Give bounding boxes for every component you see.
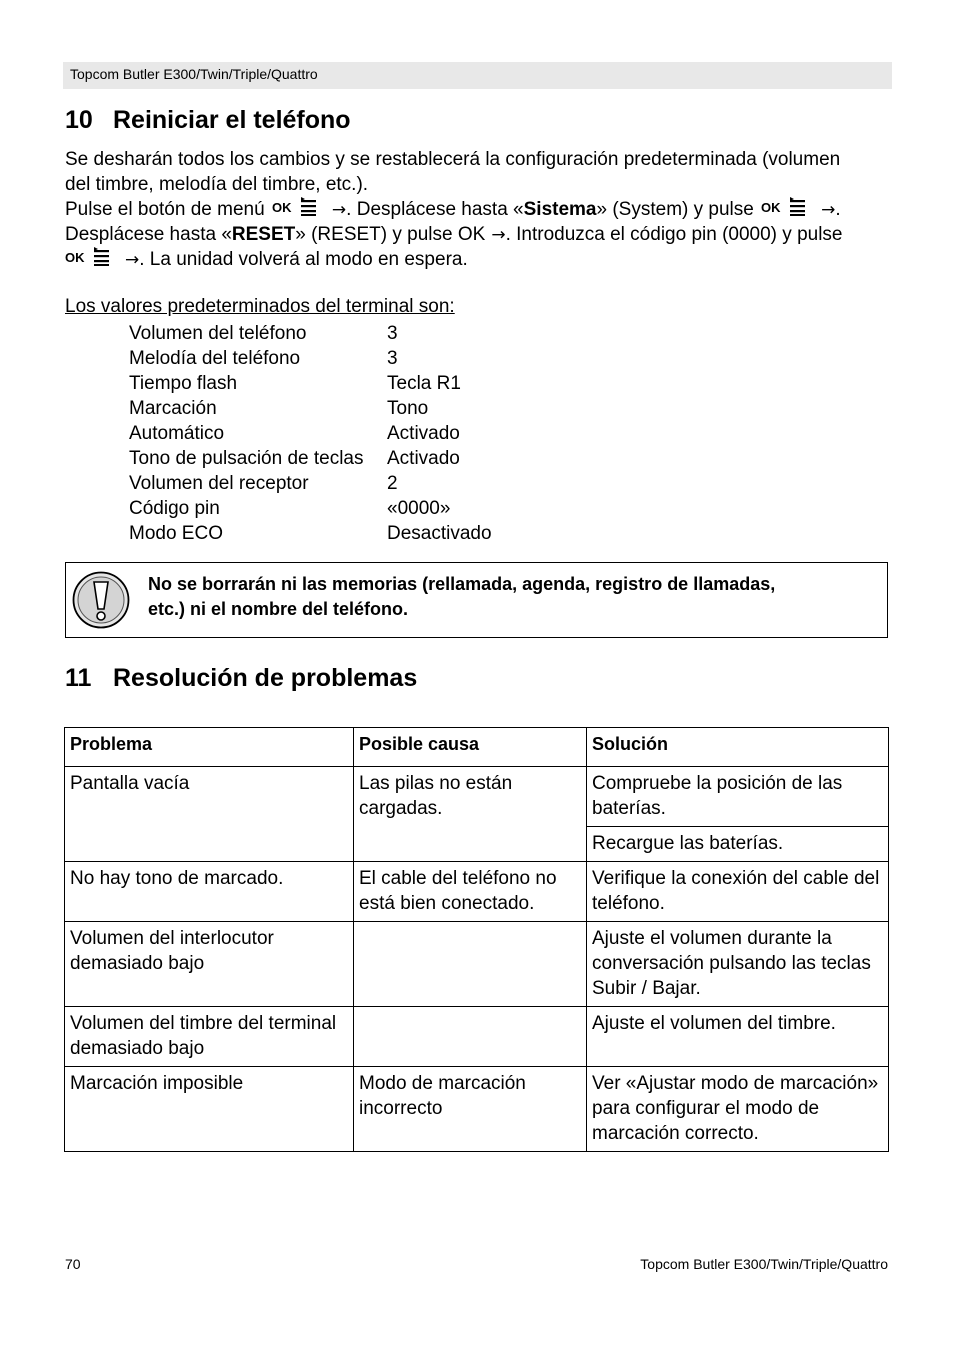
note-line: etc.) ni el nombre del teléfono. <box>148 599 409 619</box>
setting-name: Marcación <box>129 398 217 419</box>
section-title: Resolución de problemas <box>113 664 418 692</box>
setting-value: Desactivado <box>387 523 492 544</box>
setting-name: Volumen del teléfono <box>129 323 307 344</box>
default-row <box>129 346 492 371</box>
instruction-line-2 <box>65 222 843 248</box>
setting-value: 3 <box>387 323 398 344</box>
section-number: 10 <box>65 106 93 134</box>
default-row <box>129 396 492 421</box>
arrow-icon: → <box>491 225 506 245</box>
text-run: Desplácese hasta « <box>65 224 232 245</box>
default-row <box>129 371 492 396</box>
setting-name: Automático <box>129 423 225 444</box>
ok-menu-key-icon <box>761 197 811 217</box>
default-row <box>129 521 492 546</box>
table-row <box>65 1067 889 1152</box>
problem-cell: Volumen del timbre del terminal demasiado bajo <box>65 1007 354 1067</box>
setting-value: 3 <box>387 348 398 369</box>
running-header <box>63 62 892 89</box>
defaults-list <box>129 321 492 546</box>
troubleshooting-table <box>64 727 889 1152</box>
setting-value: Tono <box>387 398 429 419</box>
solution-cell: Recargue las baterías. <box>587 827 889 862</box>
table-row <box>65 862 889 922</box>
page-number: 70 <box>65 1256 81 1272</box>
text-run: Pulse el botón de menú <box>65 199 265 220</box>
defaults-heading: Los valores predeterminados del terminal son: <box>65 296 455 317</box>
cause-cell: Modo de marcación incorrecto <box>354 1067 587 1152</box>
default-row <box>129 421 492 446</box>
table-row <box>65 767 889 827</box>
svg-text:OK: OK <box>65 250 85 265</box>
setting-name: Tono de pulsación de teclas <box>129 448 364 469</box>
table-header-row <box>65 728 889 767</box>
header-text: Topcom Butler E300/Twin/Triple/Quattro <box>70 66 318 82</box>
cause-cell <box>354 1007 587 1067</box>
setting-value: Activado <box>387 448 460 469</box>
column-header-problem: Problema <box>65 728 354 767</box>
intro-line-2: del timbre, melodía del timbre, etc.). <box>65 174 369 195</box>
arrow-icon: → <box>331 200 347 220</box>
setting-name: Volumen del receptor <box>129 473 309 494</box>
warning-note <box>65 562 888 638</box>
menu-item-sistema: Sistema <box>523 199 597 220</box>
column-header-cause: Posible causa <box>354 728 587 767</box>
note-line: No se borrarán ni las memorias (rellamada, agenda, registro de llamadas, <box>148 574 776 594</box>
table-row <box>65 922 889 1007</box>
section-11-title <box>65 664 417 693</box>
default-row <box>129 471 492 496</box>
cause-cell <box>354 922 587 1007</box>
ok-menu-key-icon <box>65 247 115 267</box>
problem-cell: No hay tono de marcado. <box>65 862 354 922</box>
intro-line-1: Se desharán todos los cambios y se restablecerá la configuración predeterminada (volumen <box>65 149 841 170</box>
text-run: . Desplácese hasta « <box>346 199 524 220</box>
setting-value: Activado <box>387 423 460 444</box>
solution-cell: Verifique la conexión del cable del teléfono. <box>587 862 889 922</box>
note-text <box>148 572 878 622</box>
setting-value: «0000» <box>387 498 451 519</box>
exclamation-warning-icon <box>72 571 130 629</box>
problem-cell: Pantalla vacía <box>65 767 354 862</box>
text-run: . La unidad volverá al modo en espera. <box>139 249 468 270</box>
default-row <box>129 496 492 521</box>
text-run: . Introduzca el código pin (0000) y pulse <box>505 224 843 245</box>
cause-cell: Las pilas no están cargadas. <box>354 767 587 862</box>
arrow-icon: → <box>821 200 836 220</box>
table-row <box>65 1007 889 1067</box>
ok-menu-key-icon <box>272 197 322 217</box>
svg-text:OK: OK <box>761 200 781 215</box>
svg-text:OK: OK <box>271 200 292 215</box>
text-run: . <box>835 199 841 220</box>
setting-name: Modo ECO <box>129 523 223 544</box>
solution-cell: Ver «Ajustar modo de marcación» para configurar el modo de marcación correcto. <box>587 1067 889 1152</box>
section-10-title <box>65 106 351 135</box>
solution-cell: Compruebe la posición de las baterías. <box>587 767 889 827</box>
solution-cell: Ajuste el volumen durante la conversación pulsando las teclas Subir / Bajar. <box>587 922 889 1007</box>
setting-value: Tecla R1 <box>387 373 461 394</box>
solution-cell: Ajuste el volumen del timbre. <box>587 1007 889 1067</box>
section-number: 11 <box>65 664 92 692</box>
column-header-solution: Solución <box>587 728 889 767</box>
default-row <box>129 446 492 471</box>
default-row <box>129 321 492 346</box>
instruction-line-1 <box>65 197 841 223</box>
text-run: » (System) y pulse <box>596 199 754 220</box>
instruction-line-3 <box>65 247 468 273</box>
problem-cell: Volumen del interlocutor demasiado bajo <box>65 922 354 1007</box>
setting-name: Código pin <box>129 498 220 519</box>
setting-value: 2 <box>387 473 398 494</box>
text-run: » (RESET) y pulse OK <box>295 224 486 245</box>
problem-cell: Marcación imposible <box>65 1067 354 1152</box>
cause-cell: El cable del teléfono no está bien conectado. <box>354 862 587 922</box>
section-title: Reiniciar el teléfono <box>113 106 351 134</box>
setting-name: Tiempo flash <box>129 373 238 394</box>
arrow-icon: → <box>125 250 140 270</box>
footer-text: Topcom Butler E300/Twin/Triple/Quattro <box>640 1256 888 1272</box>
setting-name: Melodía del teléfono <box>129 348 301 369</box>
menu-item-reset: RESET <box>231 224 296 245</box>
